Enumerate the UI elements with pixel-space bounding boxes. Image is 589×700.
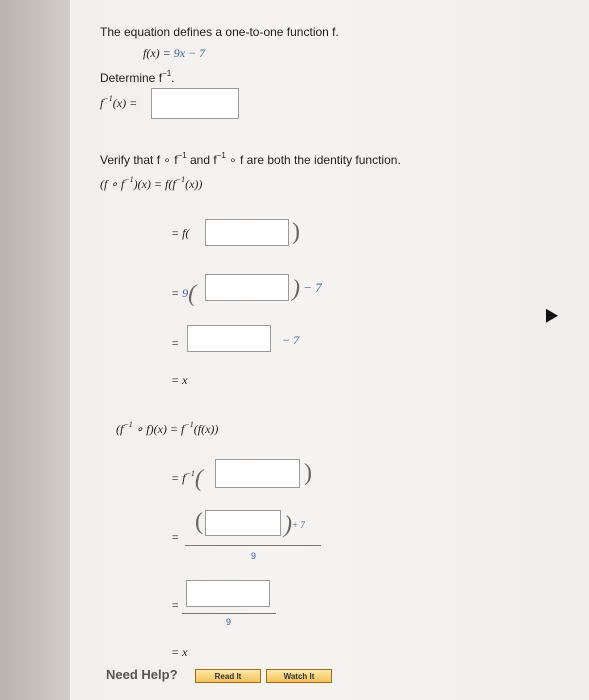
function-definition: f(x) = 9x − 7 [143, 46, 206, 60]
comp1-result: = x [171, 373, 188, 387]
comp2-step2-label: = [171, 530, 180, 544]
comp1-step2-label: = 9( [171, 281, 197, 307]
comp2-step3-denominator: 9 [226, 617, 232, 627]
open-paren: ( [195, 509, 203, 535]
background-edge [0, 0, 70, 700]
composition2-lhs: ($f^{-1}$ ∘ $f)(x) = f^{-1}(f(x))$ [116, 420, 219, 436]
verify-text: Verify that f ∘ $f^{-1}$ and $f^{-1}$ ∘ f are both the identity function. [100, 151, 401, 167]
comp1-step1-input[interactable] [205, 219, 289, 246]
inverse-label: $f^{-1}(x)$ = [100, 94, 138, 110]
comp2-result: = x [171, 645, 188, 659]
composition1-lhs: (f ∘ $f^{-1})(x) = f(f^{-1}(x))$ [100, 175, 203, 191]
need-help-label: Need Help? [106, 667, 178, 682]
fraction-bar [185, 545, 321, 546]
watch-it-button[interactable]: Watch It [266, 669, 332, 683]
comp2-step2-denominator: 9 [251, 551, 257, 561]
comp2-step3-label: = [171, 598, 180, 612]
comp1-step2-tail: ) − 7 [292, 276, 322, 302]
comp2-step3-input[interactable] [186, 580, 270, 607]
comp1-step3-tail: − 7 [282, 333, 300, 347]
comp1-step1-label: = f( [171, 226, 190, 240]
intro-text: The equation defines a one-to-one function f. [100, 25, 339, 39]
read-it-button[interactable]: Read It [195, 669, 261, 683]
inverse-answer-input[interactable] [151, 88, 239, 119]
fraction-bar [182, 613, 276, 614]
comp2-step2-input[interactable] [205, 510, 281, 536]
close-paren: ) [292, 219, 300, 245]
close-paren: ) [304, 460, 312, 486]
comp2-step1-label: = $f^{-1}$( [171, 466, 203, 492]
comp1-step3-label: = [171, 336, 180, 350]
determine-text: Determine $f^{-1}$. [100, 69, 175, 85]
comp2-step1-input[interactable] [215, 459, 300, 488]
comp2-step2-tail: )+ 7 [284, 512, 305, 538]
problem-panel [70, 0, 589, 700]
comp1-step3-input[interactable] [187, 325, 271, 352]
comp1-step2-input[interactable] [205, 274, 289, 301]
